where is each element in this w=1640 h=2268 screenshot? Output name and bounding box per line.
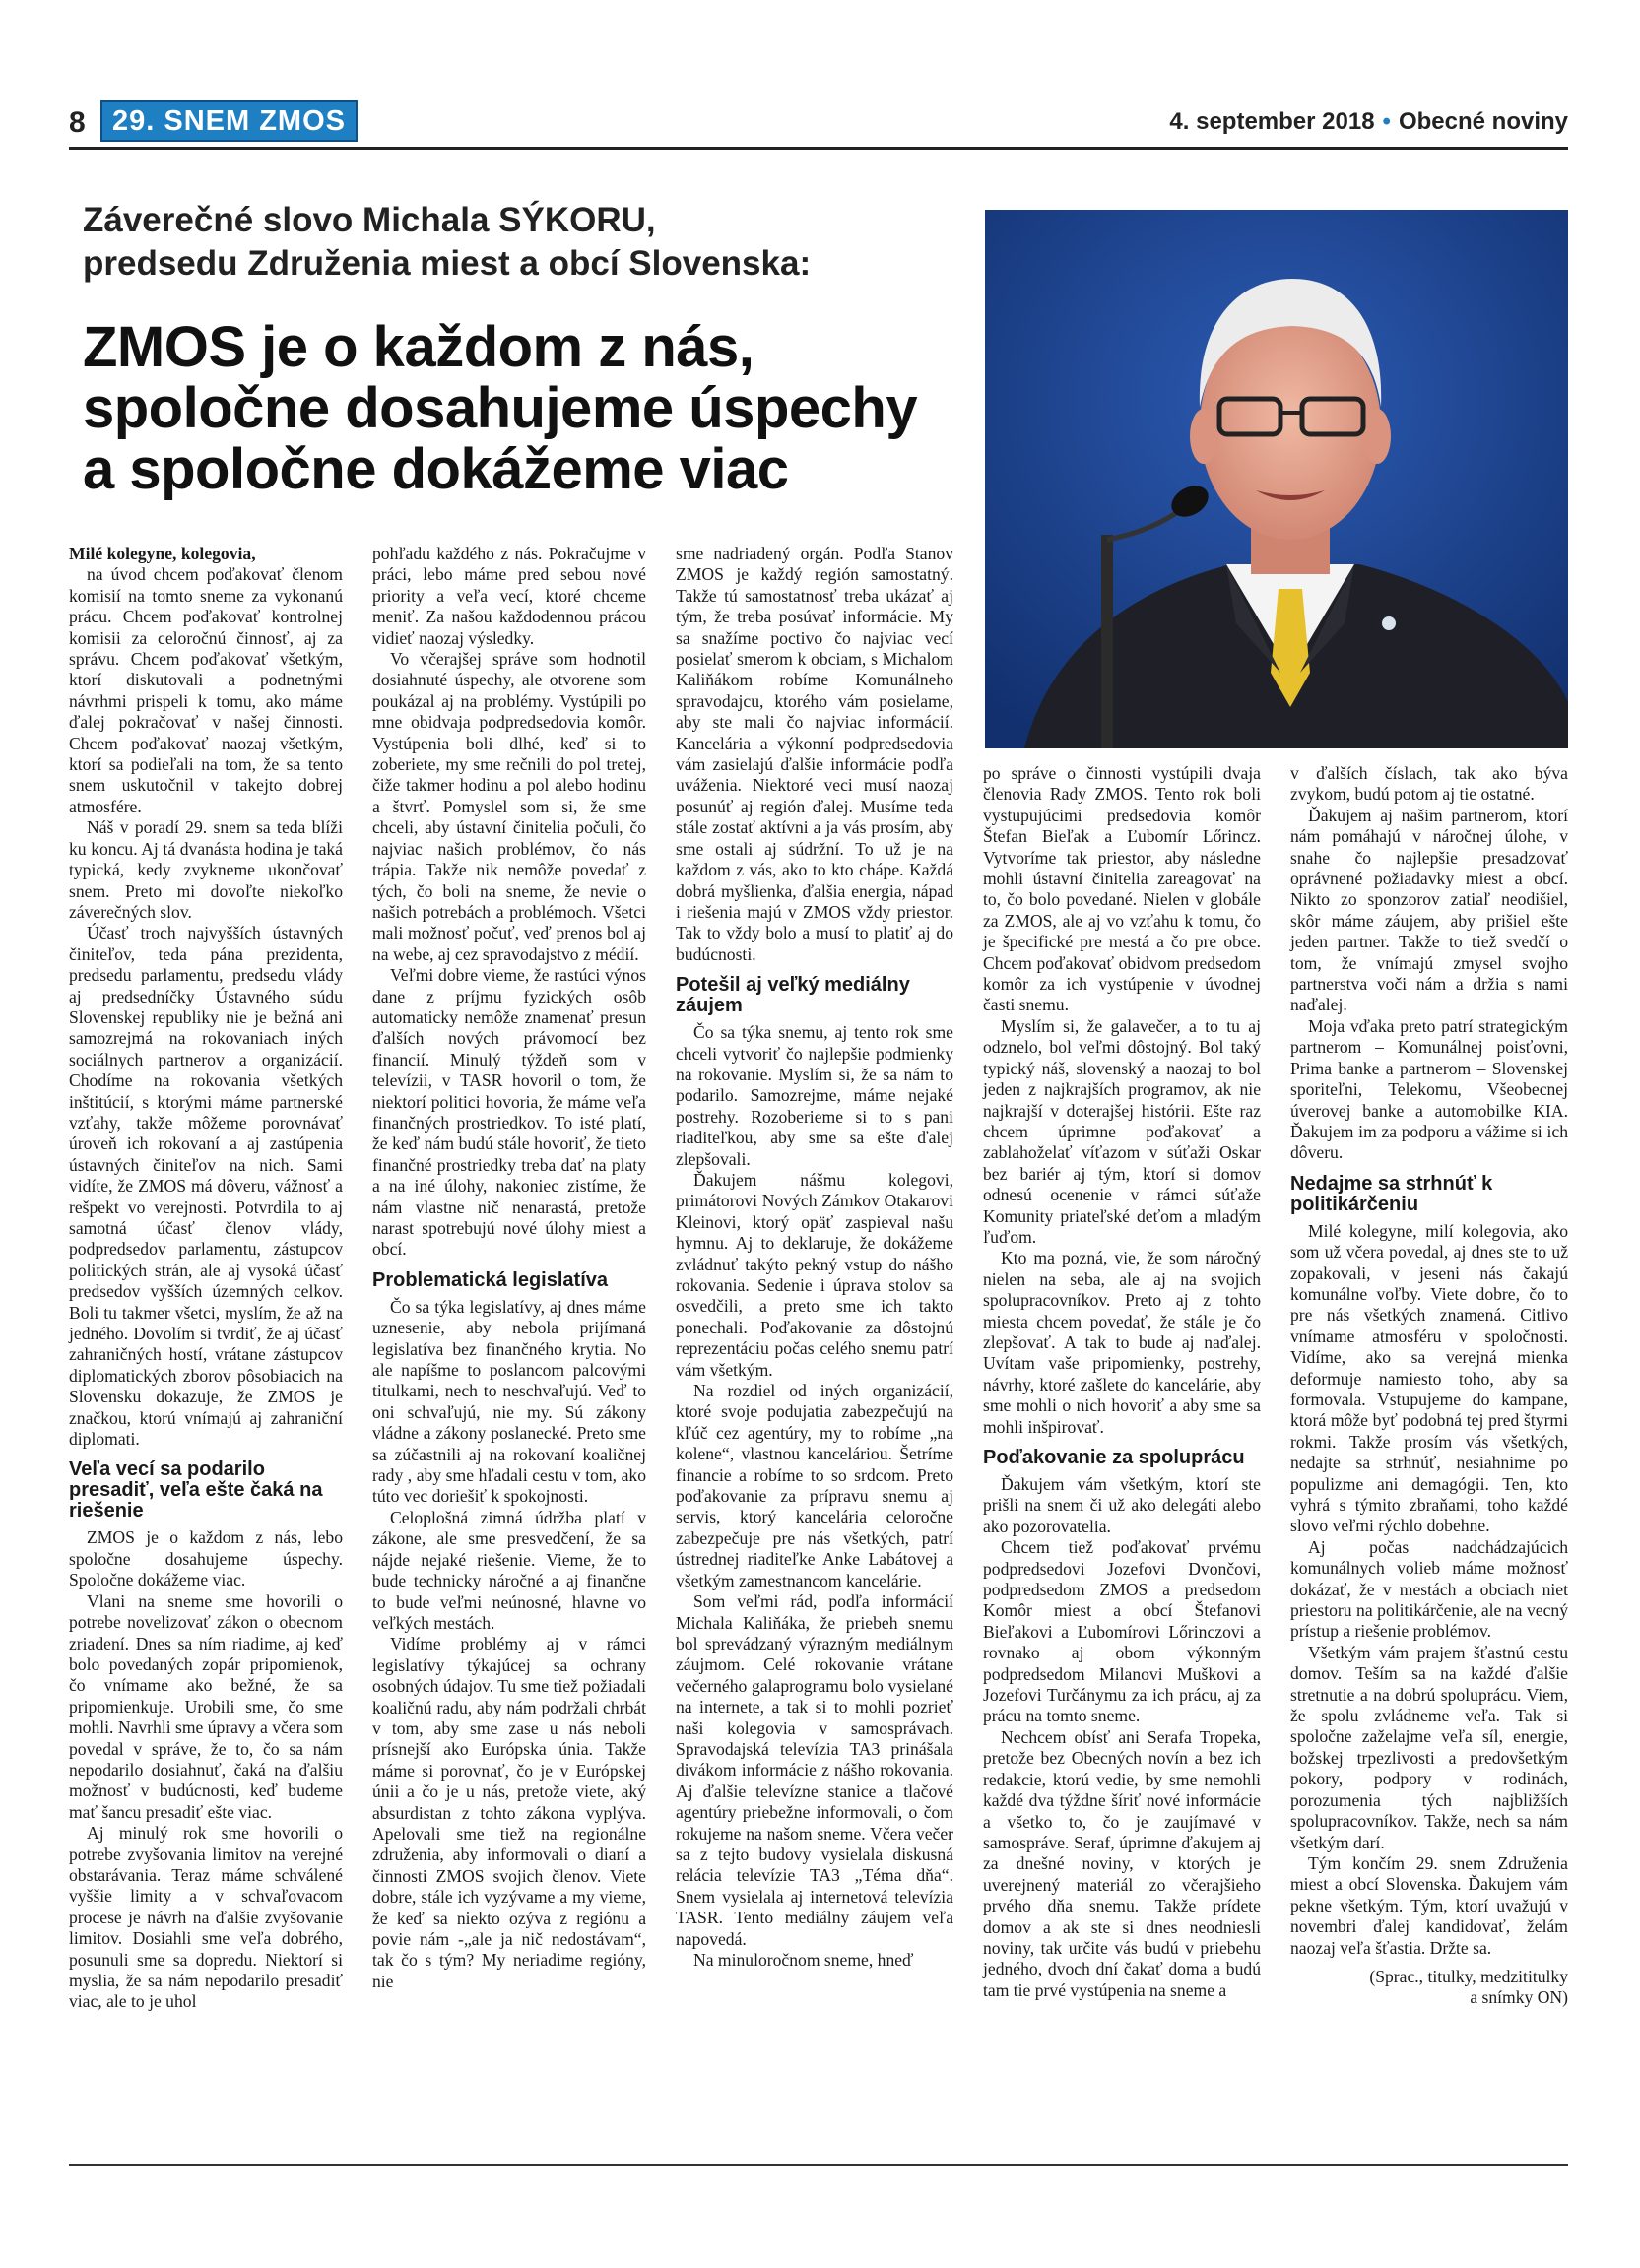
- paragraph: Moja vďaka preto patrí strategickým partnerom – Komunálnej poisťovni, Prima banke a partnerom – Slovenskej sporiteľni, Telekomu, Všeobecnej úverovej banke a automobilke KIA. Ďakujem im za podporu a vážime si ich dôveru.: [1290, 1015, 1568, 1163]
- paragraph: Veľmi dobre vieme, že rastúci výnos dane z príjmu fyzických osôb automaticky nemôže znamenať presun ďalších nových právomocí bez financií. Minulý týždeň som v televízii, v TASR hovoril o tom, že niektorí politici hovoria, že máme veľa finančných prostriedkov. To isté platí, že keď nám budú stále hovoriť, že tieto finančné prostriedky treba dať na platy a na iné úlohy, nakoniec zistíme, že nám vlastne nič nenarastá, pretože narast spotrebujú nové úlohy miest a obcí.: [372, 965, 646, 1260]
- article-headline: [83, 317, 969, 500]
- subheading: Poďakovanie za spoluprácu: [983, 1447, 1245, 1468]
- paragraph: Aj minulý rok sme hovorili o potrebe zvyšovania limitov na verejné obstarávania. Teraz máme schválené vyššie limity a v schvaľovacom procese je návrh na ďalšie zvyšovanie limitov. Dosiahli sme veľa dobrého, posunuli sme sa dopredu. Niektorí si myslia, že sa nám nepodarilo presadiť viac, ale to je uhol: [69, 1823, 343, 2012]
- paragraph: Som veľmi rád, podľa informácií Michala Kaliňáka, že priebeh snemu bol sprevádzaný výrazným mediálnym záujmom. Celé rokovanie vrátane večerného galaprogramu bolo vysielané na internete, a tak si to mohli pozrieť naši kolegovia v samosprávach. Spravodajská televízia TA3 prinášala divákom informácie z nášho rokovania. Aj ďalšie televízne stanice a tlačové agentúry priebežne informovali, o čom rokujeme na našom sneme. Včera večer sa z tejto budovy vysielala diskusná relácia televízie TA3 „Téma dňa“. Snem vysielala aj internetová televízia TASR. Tento mediálny záujem veľa napovedá.: [676, 1591, 953, 1949]
- paragraph: Vlani na sneme sme hovorili o potrebe novelizovať zákon o obecnom zriadení. Dnes sa ním riadime, aj keď bolo povedaných zopár pripomienok, čo vnímame ako bežné, že sa pripomienkuje. Urobili sme, čo sme mohli. Navrhli sme úpravy a včera som povedal v správe, že to, čo sa nám nepodarilo dosiahnuť, čaká na ďalšiu možnosť v budúcnosti, keď budeme mať šancu presadiť ešte viac.: [69, 1590, 344, 1822]
- kicker-line: Záverečné slovo Michala SÝKORU,: [83, 201, 656, 239]
- bullet-icon: •: [1382, 108, 1391, 135]
- paragraph: Tým končím 29. snem Združenia miest a obcí Slovenska. Ďakujem vám pekne všetkým. Tým, ktorí uvažujú v novembri ďalej kandidovať, želám naozaj veľa šťastia. Držte sa.: [1290, 1852, 1568, 1958]
- paragraph: ZMOS je o každom z nás, lebo spoločne dosahujeme úspechy. Spoločne dokážeme viac.: [69, 1527, 343, 1590]
- credit-text: (Sprac., titulky, medzititulky: [1369, 1966, 1568, 1986]
- text-column-3: [676, 544, 953, 1971]
- page-header: [69, 102, 1568, 146]
- subheading: Nedajme sa strhnúť k politikárčeniu: [1290, 1172, 1493, 1215]
- paragraph: v ďalších číslach, tak ako býva zvykom, budú potom aj tie ostatné.: [1290, 763, 1568, 805]
- article-kicker: [83, 199, 950, 286]
- paragraph: Vidíme problémy aj v rámci legislatívy týkajúcej sa ochrany osobných údajov. Tu sme tiež požiadali koaličnú radu, aby nám podržali chrbát v tom, aby sme zase u nás neboli prísnejší ako Európska únia. Takže máme si porovnať, čo je v Európskej únii a čo je u nás, pretože viete, aký absurdistan z tohto zákona vyplýva. Apelovali sme tiež na regionálne združenia, aby informovali o dianí a činnosti ZMOS svojich členov. Viete dobre, stále ich vyzývame a my vieme, že keď sa niekto ozýva z regiónu a povie nám -„ale ja nič nedostávam“, tak čo s tým? My neriadime regióny, nie: [372, 1634, 646, 1991]
- kicker-line: predsedu Združenia miest a obcí Slovenska:: [83, 244, 812, 283]
- headline-line: spoločne dosahujeme úspechy: [83, 376, 918, 440]
- text-column-1: [69, 544, 343, 2013]
- subheading: Veľa vecí sa podarilo presadiť, veľa ešte čaká na riešenie: [69, 1458, 323, 1523]
- headline-line: ZMOS je o každom z nás,: [83, 315, 754, 379]
- salutation: Milé kolegyne, kolegovia,: [69, 544, 256, 563]
- paragraph: Chcem tiež poďakovať prvému podpredsedovi Jozefovi Dvončovi, podpredsedom ZMOS a predsedom Komôr miest a obcí Štefanovi Bieľakovi a Ľubomírovi Lőrinczovi a rovnako aj obom výkonným podpredsedom Milanovi Muškovi a Jozefovi Turčánymu za ich prácu, aj za prácu na tomto sneme.: [983, 1537, 1261, 1726]
- footer-rule: [69, 2164, 1568, 2166]
- paragraph: Myslím si, že galavečer, a to tu aj odznelo, bol veľmi dôstojný. Bol taký typický náš, slovenský a naozaj to bol jeden z najkrajších programov, ak nie najkrajší v doterajšej histórii. Ešte raz chcem úprimne poďakovať a zablahoželať víťazom v súťaži Oskar bez bariér aj tým, ktorí si domov odnesú ocenenie v rámci súťaže Komunity priateľské deťom a mladým ľuďom.: [983, 1015, 1261, 1247]
- paragraph: Celoplošná zimná údržba platí v zákone, ale sme presvedčení, že sa nájde nejaké riešenie. Vieme, že to bude technicky náročné a aj finančne to bude veľmi neúnosné, hlavne vo veľkých mestách.: [372, 1507, 646, 1633]
- paragraph: pohľadu každého z nás. Pokračujme v práci, lebo máme pred sebou nové priority a veľa vecí, ktoré chceme meniť. Za našou každodennou prácou vidieť naozaj výsledky.: [372, 544, 646, 648]
- paragraph: Ďakujem vám všetkým, ktorí ste prišli na snem či už ako delegáti alebo ako pozorovatelia.: [983, 1474, 1261, 1536]
- paragraph: Na minuloročnom sneme, hneď: [693, 1950, 914, 1970]
- paragraph: Čo sa týka snemu, aj tento rok sme chceli vytvoriť čo najlepšie podmienky na rokovanie. Myslím si, že sa nám to podarilo. Samozrejme, máme nejaké postrehy. Rozoberieme si to s pani riaditeľkou, aby sme sa ešte ďalej zlepšovali.: [676, 1022, 953, 1169]
- paragraph: Nechcem obísť ani Serafa Tropeka, pretože bez Obecných novín a bez ich redakcie, ktorú vedie, by sme nemohli každé dva týždne šíriť nové informácie a všetko to, čo je zaujímavé v samospráve. Seraf, úprimne ďakujem aj za dnešné noviny, v ktorých je uverejnený materiál zo včerajšieho prvého dňa snemu. Takže prídete domov a ak ste si dnes neodniesli noviny, tak určite vás budú v priebehu jedného, dvoch dní čakať doma a budú tam tie prvé vystúpenia na sneme a: [983, 1726, 1261, 2000]
- page-number: 8: [69, 106, 86, 139]
- paragraph: Ďakujem aj našim partnerom, ktorí nám pomáhajú v náročnej úlohe, v snahe čo najlepšie presadzovať oprávnené požiadavky miest a obcí. Nikto zo sponzorov zatiaľ neodišiel, skôr máme záujem, aby prišiel ešte jeden partner. Takže to tiež svedčí o tom, že vnímajú zmysel svojho partnerstva voči nám a držia s nami naďalej.: [1290, 805, 1568, 1015]
- credit-line: [1290, 1967, 1568, 2009]
- publication-name: Obecné noviny: [1398, 108, 1568, 135]
- subheading: Problematická legislatíva: [372, 1268, 609, 1291]
- subheading: Potešil aj veľký mediálny záujem: [676, 974, 910, 1017]
- credit-text: a snímky ON): [1470, 1987, 1568, 2008]
- paragraph: sme nadriadený orgán. Podľa Stanov ZMOS je každý región samostatný. Takže tú samostatnosť treba ukázať aj tým, že treba posúvať informácie. My sa snažíme poctivo čo najviac vecí posielať smerom k obciam, s Michalom Kaliňákom robíme Komunálneho spravodajcu, ktorého vám posielame, aby ste mali čo najviac informácií. Kancelária a výkonní podpredsedovia vám zasielajú ďalšie informácie podľa uváženia. Niektoré veci musí naozaj posunúť aj región ďalej. Musíme teda stále zostať aktívni a ja vás prosím, aby sme ostali aj súdržní. To už je na každom z vás, ako to kto chápe. Každá dobrá myšlienka, ďalšia energia, nápad i riešenia majú v ZMOS vždy priestor. Tak to vždy bolo a musí to platiť aj do budúcnosti.: [676, 544, 953, 964]
- speaker-photo-icon: [985, 210, 1568, 748]
- paragraph: po správe o činnosti vystúpili dvaja členovia Rady ZMOS. Tento rok boli vystupujúcimi predsedovia komôr Štefan Bieľak a Ľubomír Lőrincz. Vytvoríme tak priestor, aby následne mohli ústavní činitelia zareagovať na to, čo bolo povedané. Nielen v globále za ZMOS, ale aj vo vzťahu k tomu, čo je špecifické pre mestá a čo pre obce. Chcem poďakovať obidvom predsedom komôr za ich vystúpenie v úvodnej časti snemu.: [983, 763, 1261, 1015]
- headline-line: a spoločne dokážeme viac: [83, 437, 789, 501]
- paragraph: Milé kolegyne, milí kolegovia, ako som už včera povedal, aj dnes ste to už zopakovali, v jeseni nás čakajú komunálne voľby. Viete dobre, čo to pre nás všetkých znamená. Citlivo vnímame atmosféru v spoločnosti. Vidíme, ako sa verejná mienka deformuje namiesto toho, aby sa formovala. Vstupujeme do kampane, ktorá môže byť podobná tej pred štyrmi rokmi. Takže prosím vás všetkých, nedajte sa strhnúť, nesiahnime po populizme ani demagógii. Ten, kto vyhrá s týmito zbraňami, toho každé slovo veľmi rýchlo dobehne.: [1290, 1220, 1568, 1536]
- paragraph: Kto ma pozná, vie, že som náročný nielen na seba, ale aj na svojich spolupracovníkov. Preto aj z tohto miesta chcem povedať, že stále je čo zlepšovať. A tak to bude aj naďalej. Uvítam vaše pripomienky, postrehy, návrhy, ktoré zašlete do kancelárie, aby sme mohli o nich hovoriť a aby sme sa mohli inšpirovať.: [983, 1248, 1261, 1437]
- text-column-2: [372, 544, 646, 1992]
- speaker-photo: [985, 210, 1568, 748]
- paragraph: Aj počas nadchádzajúcich komunálnych volieb máme možnosť dokázať, že v mestách a obciach niet priestoru na politikárčenie, ale na vecný prístup a riešenie problémov.: [1290, 1536, 1568, 1642]
- paragraph: Účasť troch najvyšších ústavných činiteľov, teda pána prezidenta, predsedu parlamentu, predsedu vlády aj predsedníčky Ústavného súdu Slovenskej republiky nie je bežná ani samozrejmá na rokovaniach iných sociálnych partnerov a organizácií. Chodíme na rokovania všetkých inštitúcií, s ktorými máme partnerské vzťahy, takže môžeme porovnávať úroveň ich rokovaní a aj zastúpenia ústavných činiteľov na nich. Sami vidíte, že ZMOS má dôveru, vážnosť a rešpekt vo verejnosti. Potvrdila to aj samotná účasť členov vlády, podpredsedov parlamentu, zástupcov politických strán, ale aj vysoká účasť predsedov vyšších územných celkov. Boli tu takmer všetci, myslím, že až na jedného. Dovolím si tvrdiť, že aj účasť zahraničných hostí, vrátane zástupcov diplomatických zborov pôsobiacich na Slovensku dokazuje, že ZMOS je značkou, ktorú vnímajú aj zahraniční diplomati.: [69, 923, 343, 1450]
- section-label: 29. SNEM ZMOS: [102, 102, 356, 140]
- paragraph: Ďakujem nášmu kolegovi, primátorovi Nových Zámkov Otakarovi Kleinovi, ktorý opäť zaspieval našu hymnu. Aj to deklaruje, že dokážeme zvládnuť takýto pekný vstup do nášho rokovania. Sedenie i úprava stolov sa osvedčili, a preto sme ich takto ponechali. Poďakovanie za dôstojnú reprezentáciu počas celého snemu patrí vám všetkým.: [676, 1169, 953, 1380]
- paragraph: Vo včerajšej správe som hodnotil dosiahnuté úspechy, ale otvorene som poukázal aj na problémy. Vystúpili po mne obidvaja podpredsedovia komôr. Vystúpenia boli dlhé, keď si to zoberiete, my sme rečnili do pol tretej, čiže takmer hodinu a pol alebo hodinu a štvrť. Pomyslel som si, že sme chceli, aby ústavní činitelia počuli, čo najviac našich problémov, čo nás trápia. Takže nik nemôže povedať z tých, čo boli na sneme, že nevie o našich potrebách a problémoch. Všetci mali možnosť počuť, veď prenos bol aj na webe, aj cez spravodajstvo z médií.: [372, 649, 646, 964]
- paragraph: Čo sa týka legislatívy, aj dnes máme uznesenie, aby nebola prijímaná legislatíva bez finančného krytia. No ale napíšme to poslancom palcovými titulkami, nech to neschvaľujú. Veď to oni schvaľujú, nie my. Sú zákony vládne a zákony poslanecké. Preto sme sa zúčastnili aj na rokovaní koaličnej rady , aby sme hľadali cestu v tom, ako túto vec doriešiť k spokojnosti.: [372, 1296, 646, 1507]
- paragraph: na úvod chcem poďakovať členom komisií na tomto sneme za vykonanú prácu. Chcem poďakovať kontrolnej komisii za celoročnú činnosť, aj za správu. Chcem poďakovať všetkým, ktorí diskutovali a podnetnými návrhmi prispeli k tomu, ako máme ďalej pokračovať v našej činnosti. Chcem poďakovať naozaj všetkým, ktorí sa podieľali na tom, že sa tento snem uskutočnil v takejto dobrej atmosfére.: [69, 564, 343, 816]
- paragraph: Náš v poradí 29. snem sa teda blíži ku koncu. Aj tá dvanásta hodina je taká typická, kedy zvykneme ukončovať snem. Preto mi dovoľte niekoľko záverečných slov.: [69, 817, 343, 922]
- header-rule: [69, 147, 1568, 150]
- paragraph: Na rozdiel od iných organizácií, ktoré svoje podujatia zabezpečujú na kľúč cez agentúry, my to robíme „na kolene“, vlastnou kanceláriou. Šetríme financie a robíme to so srdcom. Preto poďakovanie za prípravu snemu aj servis, ktorý kancelária celoročne zabezpečuje pre nás všetkých, patrí ústrednej riaditeľke Anke Labátovej a všetkým zamestnancom kancelárie.: [676, 1381, 953, 1590]
- text-column-4: [983, 763, 1261, 2001]
- paragraph: Všetkým vám prajem šťastnú cestu domov. Teším sa na každé ďalšie stretnutie a na dobrú spoluprácu. Viem, že spolu zvládneme veľa. Tak si spoločne zaželajme veľa síl, energie, božskej trpezlivosti a predovšetkým pokory, podpory v rodinách, porozumenia tých najbližších spolupracovníkov. Takže, nech sa nám všetkým darí.: [1290, 1642, 1568, 1852]
- text-column-5: [1290, 763, 1568, 2009]
- dateline: [1169, 108, 1568, 136]
- issue-date: 4. september 2018: [1169, 108, 1375, 135]
